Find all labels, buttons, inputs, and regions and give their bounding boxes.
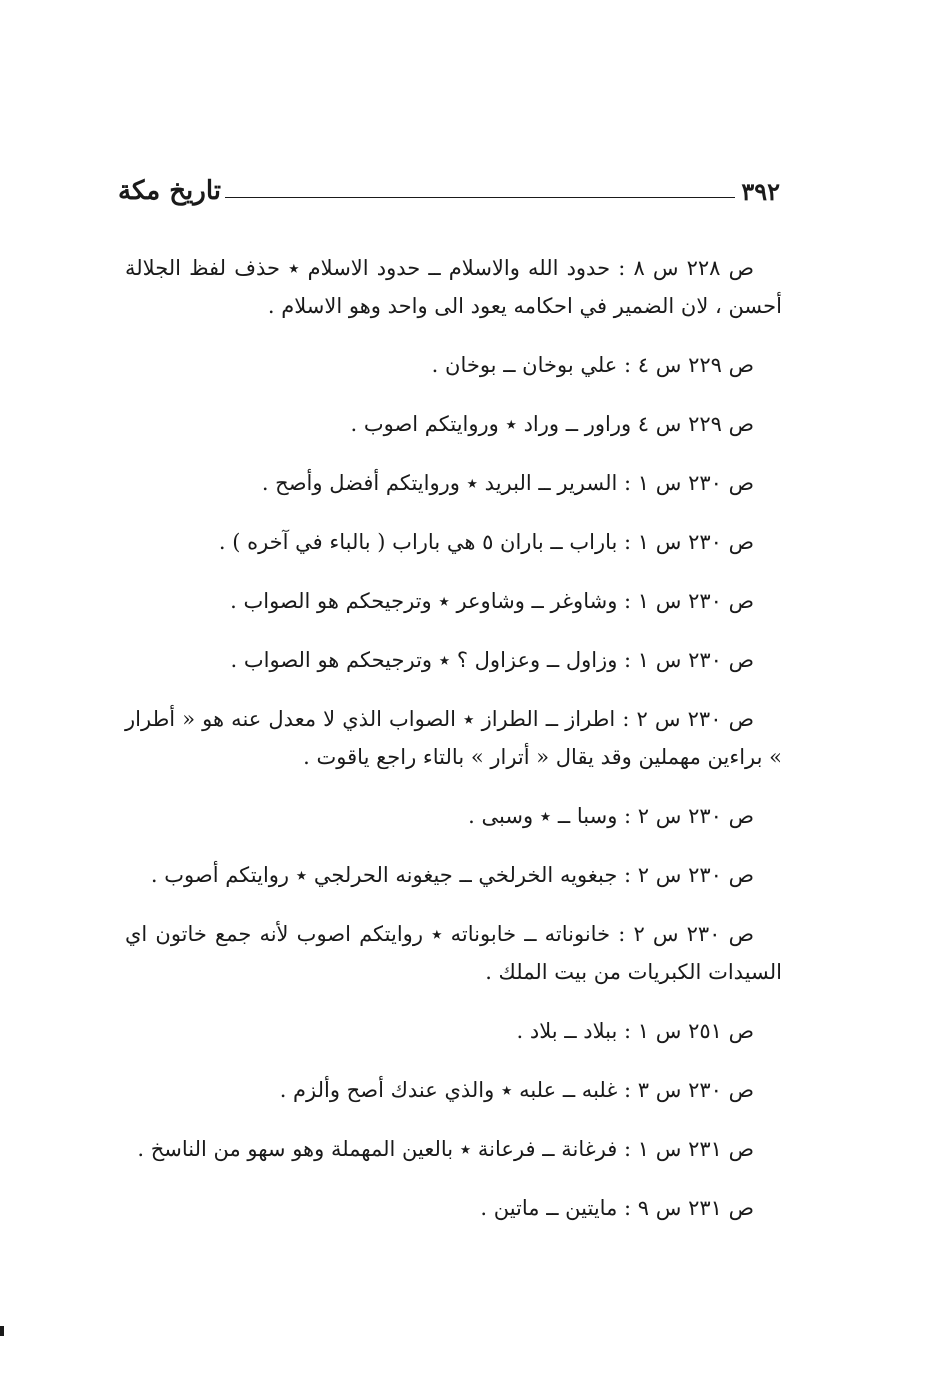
errata-entry — [125, 464, 782, 502]
errata-entry — [125, 1130, 782, 1168]
errata-entry — [125, 1189, 782, 1227]
errata-entry — [125, 641, 782, 679]
entry-text: مايتين ــ ماتين . — [480, 1196, 618, 1220]
errata-entry — [125, 856, 782, 894]
entry-reference: ص ٢٣٠ س ٢ : — [622, 707, 754, 731]
errata-entry — [125, 523, 782, 561]
entry-reference: ص ٢٣٠ س ١ : — [624, 530, 754, 554]
entry-reference: ص ٢٣٠ س ٢ : — [624, 863, 754, 887]
entry-reference: ص ٢٢٨ س ٨ : — [618, 256, 754, 280]
errata-entry — [125, 1012, 782, 1050]
errata-entry — [125, 405, 782, 443]
errata-entry — [125, 249, 782, 325]
entry-reference: ص ٢٣٠ س ٢ : — [618, 922, 754, 946]
entry-reference: ص ٢٥١ س ١ : — [624, 1019, 754, 1043]
entry-reference: ص ٢٣٠ س ١ : — [624, 648, 754, 672]
entry-text: وزاول ــ وعزاول ؟ ٭ وترجيحكم هو الصواب . — [230, 648, 618, 672]
entry-text: السرير ــ البريد ٭ وروايتكم أفضل وأصح . — [261, 471, 618, 495]
entry-text: وسبا ــ ٭ وسبى . — [468, 804, 618, 828]
page-number: ٣٩٢ — [741, 177, 780, 206]
entry-text: غلبه ــ علبه ٭ والذي عندك أصح وألزم . — [279, 1078, 618, 1102]
scan-artifact — [0, 1326, 4, 1336]
book-title: تاريخ مكة — [118, 176, 222, 206]
running-header — [118, 168, 780, 204]
entry-reference: ص ٢٣١ س ١ : — [624, 1137, 754, 1161]
entry-text: خانوناته ــ خابوناته ٭ روايتكم اصوب لأنه جمع خاتون اي السيدات الكبريات من بيت الملك . — [125, 922, 782, 984]
entry-text: باراب ــ باران ٥ هي باراب ( بالباء في آخره ) . — [218, 530, 618, 554]
entry-text: وراور ــ وراد ٭ وروايتكم اصوب . — [350, 412, 632, 436]
errata-entry — [125, 346, 782, 384]
errata-entry — [125, 700, 782, 776]
header-rule — [225, 197, 735, 198]
entry-reference: ص ٢٣٠ س ٣ : — [624, 1078, 754, 1102]
entry-text: علي بوخان ــ بوخان . — [431, 353, 618, 377]
entry-reference: ص ٢٣٠ س ١ : — [624, 471, 754, 495]
errata-entry — [125, 1071, 782, 1109]
errata-entry — [125, 915, 782, 991]
errata-entry — [125, 582, 782, 620]
entry-text: ببلاد ــ بلاد . — [516, 1019, 618, 1043]
entry-text: اطراز ــ الطراز ٭ الصواب الذي لا معدل عنه هو « أطرار » براءين مهملين وقد يقال « أترار » بالتاء راجع ياقوت . — [125, 707, 782, 769]
entry-reference: ص ٢٢٩ س ٤ : — [624, 353, 754, 377]
entry-reference: ص ٢٣١ س ٩ : — [624, 1196, 754, 1220]
entry-reference: ص ٢٣٠ س ٢ : — [624, 804, 754, 828]
entry-text: فرغانة ــ فرعانة ٭ بالعين المهملة وهو سهو من الناسخ . — [137, 1137, 618, 1161]
entry-text: جبغويه الخرلخي ــ جيغونه الحرلجي ٭ روايتكم أصوب . — [150, 863, 618, 887]
entry-text: حدود الله والاسلام ــ حدود الاسلام ٭ حذف لفظ الجلالة أحسن ، لان الضمير في احكامه يعود الى واحد وهو الاسلام . — [125, 256, 782, 318]
entry-reference: ص ٢٣٠ س ١ : — [624, 589, 754, 613]
entry-reference: ص ٢٢٩ س ٤ — [637, 412, 754, 436]
errata-entry — [125, 797, 782, 835]
entry-text: وشاوغر ــ وشاوعر ٭ وترجيحكم هو الصواب . — [230, 589, 618, 613]
errata-list — [125, 228, 782, 1242]
